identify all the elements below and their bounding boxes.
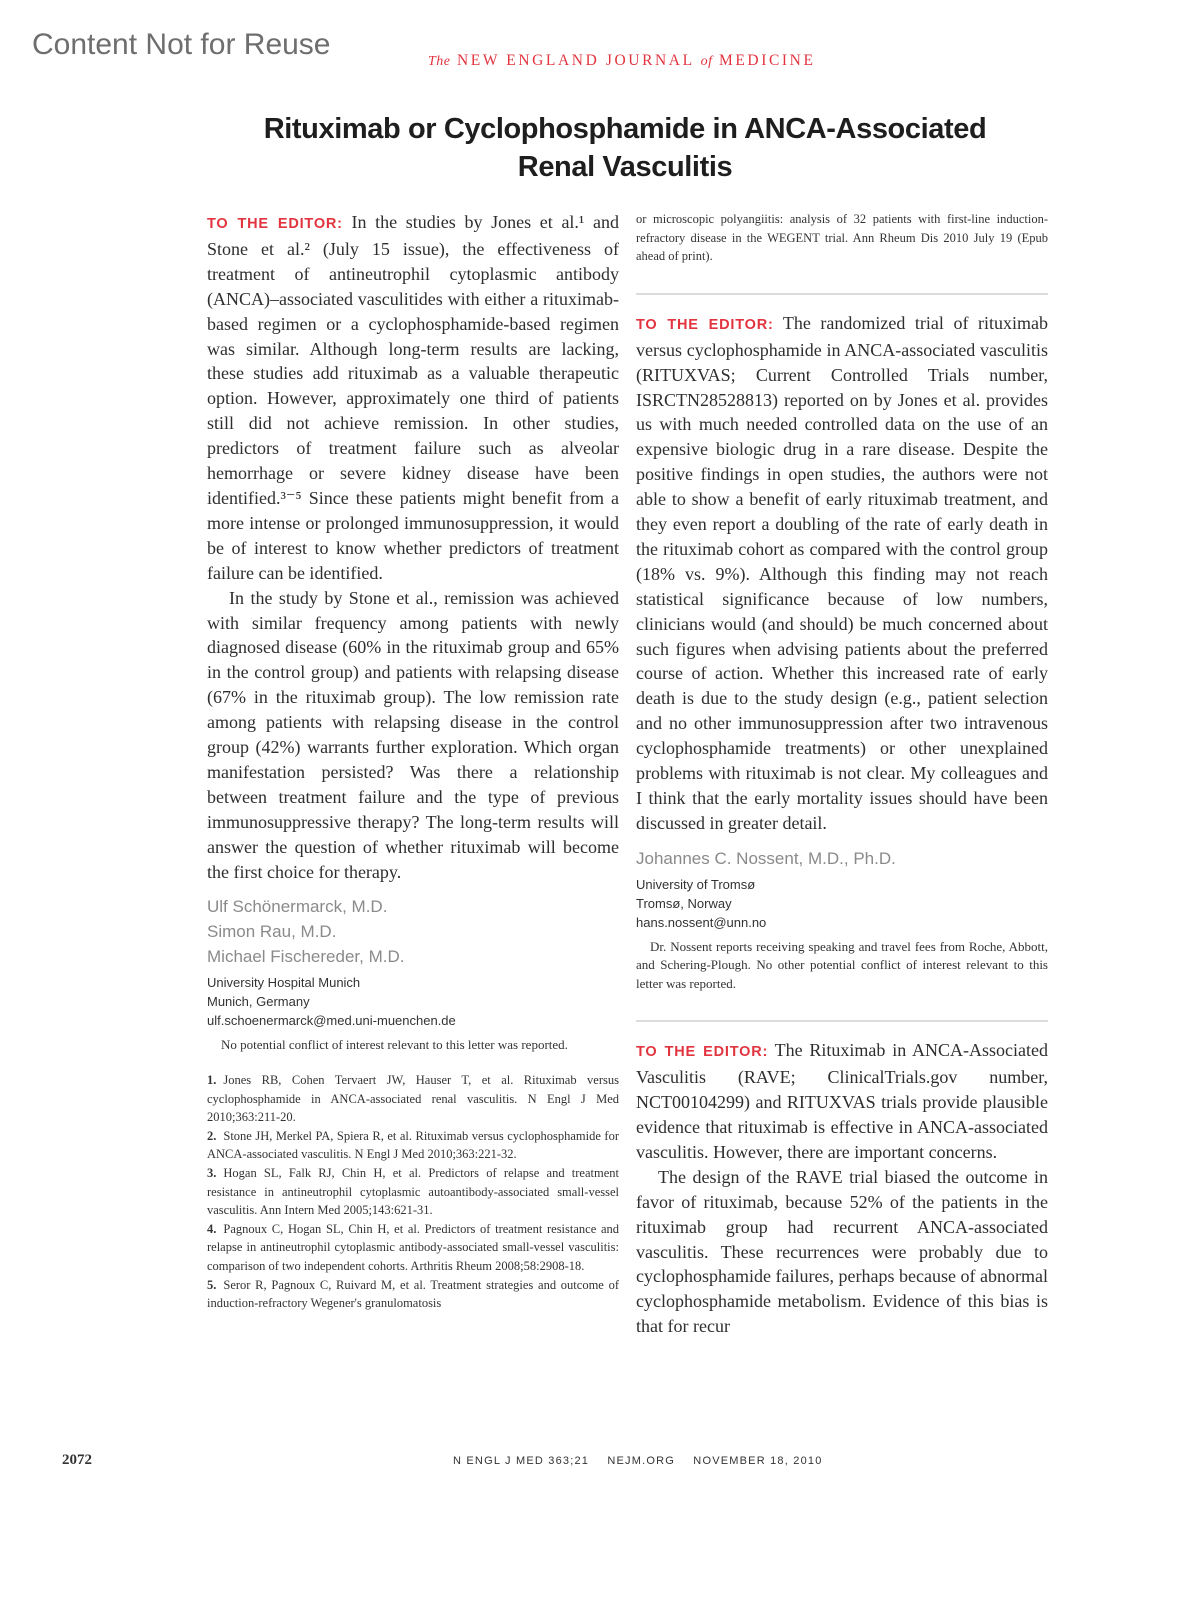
letter-3-paragraph-1: TO THE EDITOR: The Rituximab in ANCA-Associated Vasculitis (RAVE; ClinicalTrials.gov number, NCT00104299) and RITUXVAS trials provide plausible evidence that rituximab is effective in ANCA-associated vasculitis. However, there are important concerns. — [636, 1040, 1048, 1162]
letter-1-paragraph-2: In the study by Stone et al., remission was achieved with similar frequency among patients with newly diagnosed disease (60% in the rituximab group and 65% in the control group) and patients with relapsing disease (67% in the rituximab group). The low remission rate among patients with relapsing disease in the control group (42%) warrants further exploration. Which organ manifestation persisted? Was there a relationship between treatment failure and the type of previous immunosuppressive therapy? The long-term results will answer the question of whether rituximab will become the first choice for therapy. — [207, 587, 619, 882]
journal-website: NEJM.ORG — [607, 1455, 676, 1467]
letter-1-authors — [207, 894, 619, 969]
reference-item: 1. Jones RB, Cohen Tervaert JW, Hauser T, et al. Rituximab versus cyclophosphamide in ANCA-associated renal vasculitis. N Engl J Med 2010;363:211-20. — [207, 1072, 619, 1125]
author-name: Simon Rau, M.D. — [207, 922, 337, 942]
editor-label: TO THE EDITOR: — [636, 316, 774, 333]
watermark: Content Not for Reuse — [32, 28, 331, 61]
reference-item: 4. Pagnoux C, Hogan SL, Chin H, et al. Predictors of treatment resistance and relapse in antineutrophil cytoplasmic antibody-associated small-vessel vasculitis: comparison of two independent cohorts. Arthritis Rheum 2008;58:2908-18. — [207, 1221, 619, 1273]
letter-2-paragraph-1: TO THE EDITOR: The randomized trial of rituximab versus cyclophosphamide in ANCA-associated vasculitis (RITUXVAS; Current Controlled Trials number, ISRCTN28528813) reported on by Jones et al. provides us with much needed controlled data on the use of an expensive biologic drug in a rare disease. Despite the positive findings in open studies, the authors were not able to show a benefit of early rituximab treatment, and they even report a doubling of the rate of early death in the rituximab cohort as compared with the control group (18% vs. 9%). Although this finding may not reach statistical significance because of low numbers, clinicians would (and should) be much concerned about such figures when advising patients about the preferred course of action. Whether this increased rate of early death is due to the study design (e.g., patient selection and no other immunosuppression after two intravenous cyclophosphamide treatments) or other unexplained problems with rituximab is not clear. My colleagues and I think that the early mortality issues should have been discussed in greater detail. — [636, 312, 1049, 833]
institution: University of Tromsø — [636, 876, 756, 892]
letter-divider — [636, 1020, 1048, 1022]
author-name: Michael Fischereder, M.D. — [207, 947, 405, 967]
left-column — [207, 210, 619, 1313]
article-title — [200, 110, 1050, 186]
email-link[interactable]: ulf.schoenermarck@med.uni-muenchen.de — [207, 1013, 456, 1029]
letter-divider — [636, 293, 1048, 295]
editor-label: TO THE EDITOR: — [636, 1044, 769, 1061]
email-link[interactable]: hans.nossent@unn.no — [636, 914, 767, 930]
author-name: Ulf Schönermarck, M.D. — [207, 897, 388, 917]
letter-1-references — [207, 1071, 619, 1313]
letter-2-disclosure: Dr. Nossent reports receiving speaking and travel fees from Roche, Abbott, and Schering-Plough. No other potential conflict of interest relevant to this letter was reported. — [636, 938, 1048, 991]
letter-2-authors — [636, 846, 1048, 871]
reference-item: 5. Seror R, Pagnoux C, Ruivard M, et al. Treatment strategies and outcome of induction-refractory Wegener's granulomatosis — [207, 1277, 619, 1311]
journal-name-part2: MEDICINE — [718, 52, 816, 69]
page-number: 2072 — [62, 1452, 92, 1468]
issue-date: NOVEMBER 18, 2010 — [693, 1455, 823, 1467]
footer-citation — [453, 1455, 837, 1467]
location: Munich, Germany — [207, 994, 310, 1010]
letter-1-disclosure: No potential conflict of interest relevant to this letter was reported. — [221, 1037, 568, 1053]
reference-item: 2. Stone JH, Merkel PA, Spiera R, et al. Rituximab versus cyclophosphamide for ANCA-associated vasculitis. N Engl J Med 2010;363:221-32. — [207, 1128, 619, 1162]
title-line-2: Renal Vasculitis — [517, 151, 733, 183]
institution: University Hospital Munich — [207, 975, 361, 991]
editor-label: TO THE EDITOR: — [207, 216, 343, 232]
letter-1-affiliation — [207, 973, 619, 1030]
letter-1-paragraph-1: TO THE EDITOR: In the studies by Jones et al.¹ and Stone et al.² (July 15 issue), the effectiveness of treatment of antineutrophil cytoplasmic antibody (ANCA)–associated vasculitides with either a rituximab-based regimen or a cyclophosphamide-based regimen was similar. Although long-term results are lacking, these studies add rituximab as a valuable therapeutic option. However, approximately one third of patients still did not achieve remission. In other studies, predictors of treatment failure such as alveolar hemorrhage or severe kidney disease have been identified.³⁻⁵ Since these patients might benefit from a more intense or prolonged immunosuppression, it would be of interest to know whether predictors of treatment failure can be identified. — [207, 212, 619, 583]
location: Tromsø, Norway — [636, 895, 732, 911]
author-name: Johannes C. Nossent, M.D., Ph.D. — [636, 848, 896, 868]
right-column — [636, 210, 1048, 1339]
letter-3-paragraph-2: The design of the RAVE trial biased the outcome in favor of rituximab, because 52% of the patients in the rituximab group had recurrent ANCA-associated vasculitis. These recurrences were probably due to cyclophosphamide failures, perhaps because of abnormal cyclophosphamide metabolism. Evidence of this bias is that for recur — [636, 1166, 1048, 1337]
letter-2-affiliation — [636, 875, 1048, 932]
journal-the: The — [428, 54, 451, 69]
reference-item: 3. Hogan SL, Falk RJ, Chin H, et al. Predictors of relapse and treatment resistance in antineutrophil cytoplasmic autoantibody-associated small-vessel vasculitis. Ann Intern Med 2005;143:621-31. — [207, 1165, 619, 1218]
title-line-1: Rituximab or Cyclophosphamide in ANCA-Associated — [263, 113, 987, 145]
journal-citation: N ENGL J MED 363;21 — [453, 1455, 590, 1467]
journal-of: of — [700, 54, 713, 69]
journal-name-part1: NEW ENGLAND JOURNAL — [456, 52, 695, 69]
reference-5-continued: or microscopic polyangiitis: analysis of 32 patients with first-line induction-refractory disease in the WEGENT trial. Ann Rheum Dis 2010 July 19 (Epub ahead of print). — [636, 212, 1048, 264]
journal-header — [428, 52, 816, 70]
